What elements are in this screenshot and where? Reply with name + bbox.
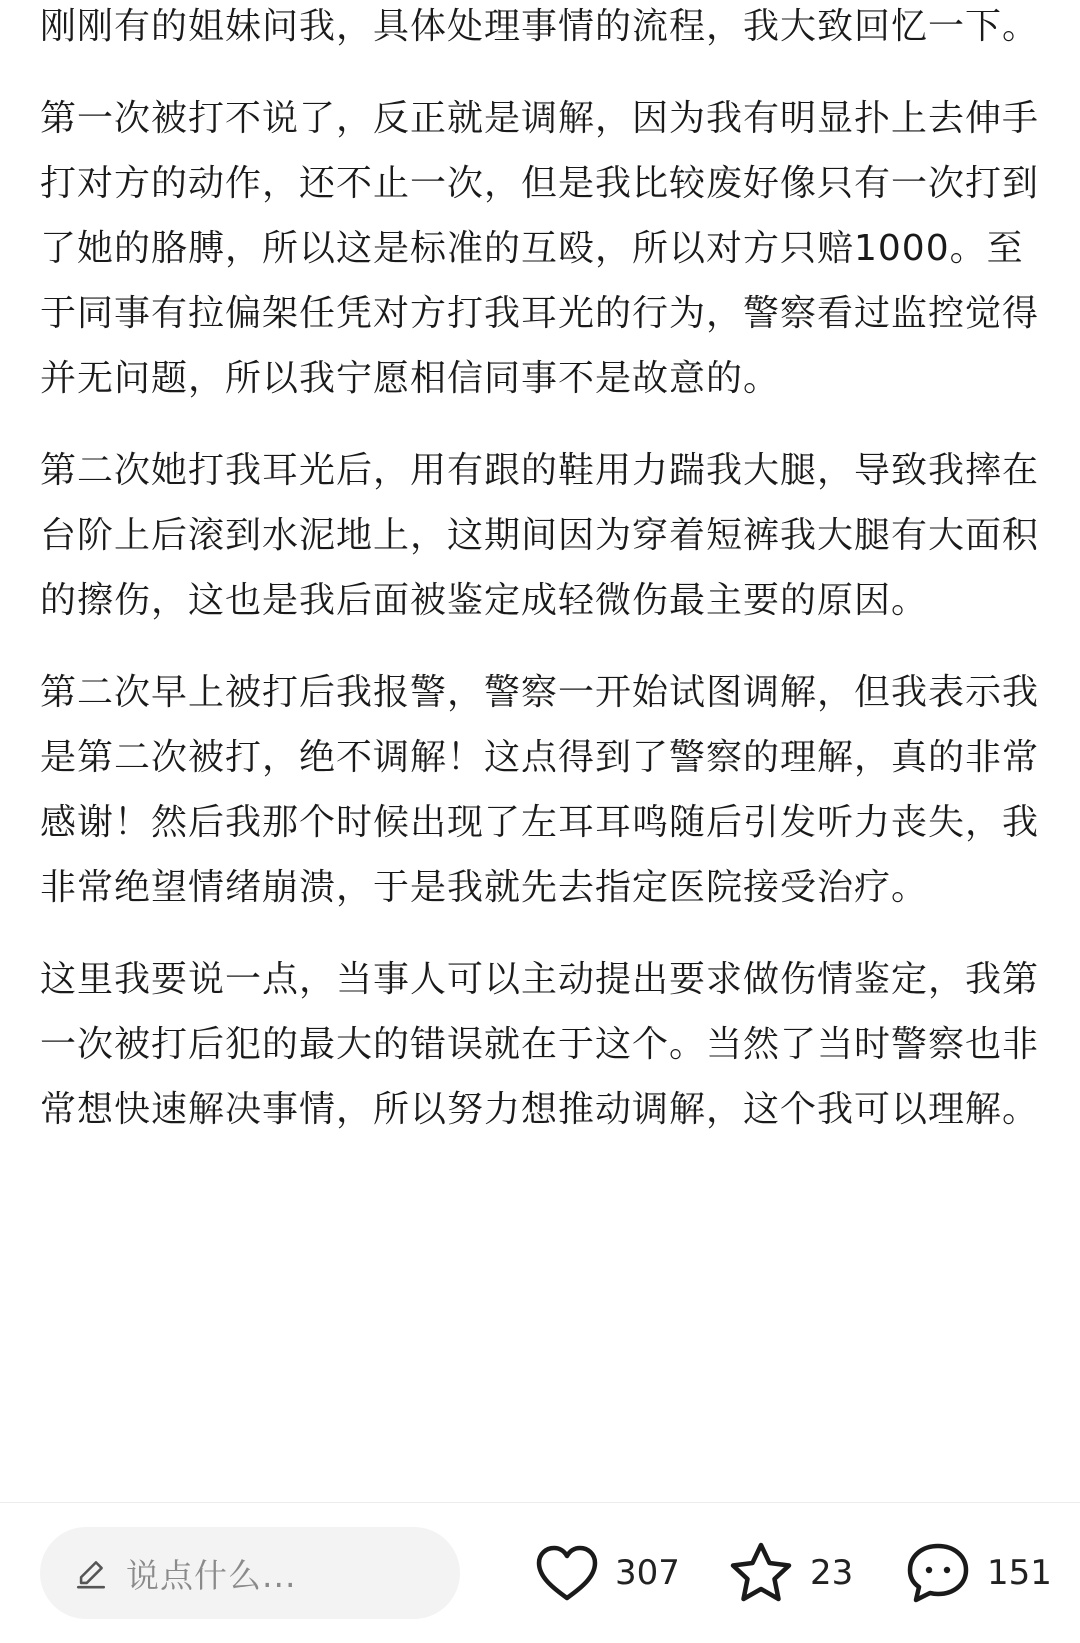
- heart-icon: [535, 1544, 599, 1602]
- like-count: 307: [615, 1553, 680, 1593]
- comment-input[interactable]: [40, 1527, 460, 1619]
- comment-button[interactable]: [905, 1533, 1052, 1613]
- post-paragraph: 这里我要说一点，当事人可以主动提出要求做伤情鉴定，我第一次被打后犯的最大的错误就在于这个。当然了当时警察也非常想快速解决事情，所以努力想推动调解，这个我可以理解。: [40, 959, 1040, 1130]
- bottom-action-bar: [0, 1502, 1080, 1643]
- favorite-button[interactable]: [728, 1533, 853, 1613]
- comment-placeholder: 说点什么...: [126, 1555, 297, 1595]
- like-button[interactable]: [535, 1533, 680, 1613]
- chat-bubble-icon: [905, 1541, 971, 1605]
- star-icon: [728, 1541, 794, 1605]
- favorite-count: 23: [810, 1553, 854, 1593]
- post-paragraph: 第一次被打不说了，反正就是调解，因为我有明显扑上去伸手打对方的动作，还不止一次，但是我比较废好像只有一次打到了她的胳膊，所以这是标准的互殴，所以对方只赔1000。至于同事有拉偏架任凭对方打我耳光的行为，警察看过监控觉得并无问题，所以我宁愿相信同事不是故意的。: [40, 98, 1040, 399]
- post-paragraph: 第二次早上被打后我报警，警察一开始试图调解，但我表示我是第二次被打，绝不调解！这点得到了警察的理解，真的非常感谢！然后我那个时候出现了左耳耳鸣随后引发听力丧失，我非常绝望情绪崩溃，于是我就先去指定医院接受治疗。: [40, 672, 1040, 908]
- post-paragraph: 第二次她打我耳光后，用有跟的鞋用力踹我大腿，导致我摔在台阶上后滚到水泥地上，这期间因为穿着短裤我大腿有大面积的擦伤，这也是我后面被鉴定成轻微伤最主要的原因。: [40, 450, 1040, 621]
- comment-count: 151: [987, 1553, 1052, 1593]
- post-content: [40, 0, 1040, 1494]
- pencil-icon: [74, 1556, 108, 1590]
- post-paragraph: 刚刚有的姐妹问我，具体处理事情的流程，我大致回忆一下。: [40, 6, 1040, 47]
